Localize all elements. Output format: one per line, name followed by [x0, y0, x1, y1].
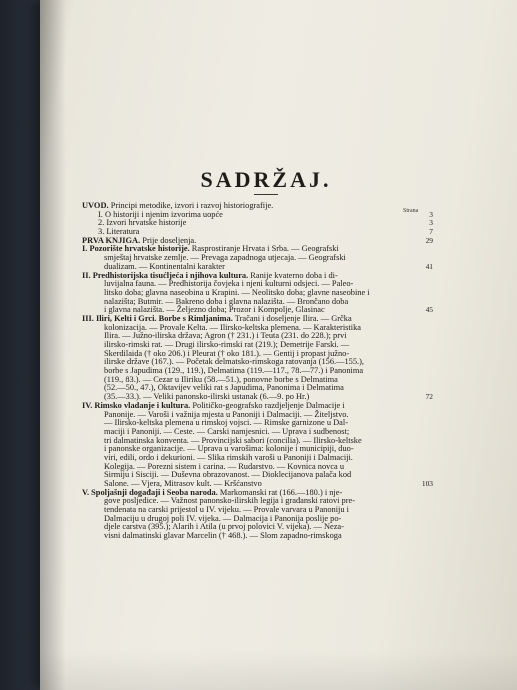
toc-page-number: 7	[429, 227, 433, 237]
toc-page-number: 41	[425, 261, 433, 271]
toc-entry-text: Kolegija. — Porezni sistem i carina. — Rudarstvo. — Kovnica novca u	[104, 461, 345, 471]
toc-entry-text: borbe s Japudima (129., 119.), Delmatima (119.—117., 78.—77.) i Panonima	[104, 366, 364, 376]
toc-entry-text: — Ilirsko-keltska plemena u rimskoj vojsci. — Rimske garnizone u Dal-	[104, 418, 348, 428]
toc-entry-text: ilirsko-rimski rat. — Drugi ilirsko-rimski rat (219.); Demetrije Farski. —	[104, 340, 350, 349]
toc-entry-text: tendenata na carski prijestol u IV. vijeku. — Provale varvara u Panoniju i	[104, 505, 349, 515]
toc-page-number: 103	[421, 479, 433, 488]
toc-entry-text: litsko doba; glavna naseobina u Krapini. — Neolitsko doba; glavne naseobine i	[104, 287, 370, 297]
toc-page-number: 3	[429, 218, 433, 228]
toc-entry-text: maciji i Panoniji. — Ceste. — Carski namjesnici. — Uprava i sudbenost;	[104, 426, 350, 436]
toc-page-number: 72	[425, 392, 433, 402]
toc-entry-text: ilirske države (167.). — Početak delmatsko-rimskoga ratovanja (156.—155.),	[104, 357, 365, 367]
toc-entry-text: kolonizacija. — Provale Kelta. — Ilirsko-keltska plemena. — Karakteristika	[104, 322, 361, 332]
toc-entry-text: tri dalmatinska konventa. — Provincijski sabori (concilia). — Ilirsko-keltske	[104, 435, 362, 445]
toc-entry-text: viri, edili, ordo i dekurioni. — Slika rimskih varoši u Panoniji i Dalmaciji.	[104, 452, 353, 462]
toc-entry-text: djele carstva (395.); Alarih i Atila (u prvoj polovici V. vijeka). — Neza-	[104, 522, 344, 532]
toc-entry-text: 3. Literatura	[98, 227, 140, 237]
toc-entry-text: i glavna nalazišta. — Željezno doba; Prozor i Kompolje, Glasinac	[104, 305, 325, 315]
toc-entry-text: (35.—33.). — Veliki panonsko-ilirski ustanak (6.—9. po Hr.)	[104, 392, 310, 402]
page-title: SADRŽAJ.	[200, 167, 332, 192]
toc-entry-text: PRVA KNJIGA. Prije doseljenja.	[82, 235, 197, 245]
toc-entry-text: smještaj hrvatske zemlje. — Prevaga zapadnoga utjecaja. — Geografski	[104, 253, 346, 263]
toc-entry-text: 2. Izvori hrvatske historije	[98, 218, 187, 228]
title-divider	[254, 194, 278, 195]
toc-entry-text: Salone. — Vjera, Mitrasov kult. — Kršćanstvo	[104, 479, 262, 488]
toc-entry-text: I. Pozorište hrvatske historije. Rasprostiranje Hrvata i Srba. — Geografski	[82, 244, 339, 254]
toc-page-number: 3	[429, 209, 433, 219]
toc-entry-text: IV. Rimsko vladanje i kultura. Političko-geografsko razdjeljenje Dalmacije i	[82, 400, 345, 410]
toc-entry-text: UVOD. Principi metodike, izvori i razvoj historiografije.	[82, 201, 274, 210]
toc-entry-text: Panonije. — Varoši i važnija mjesta u Panoniji i Dalmaciji. — Žiteljstvo.	[104, 409, 349, 419]
toc-entry-text: V. Spoljašnji događaji i Seoba naroda. Markomanski rat (166.—180.) i nje-	[82, 487, 343, 497]
toc-page-number: 29	[425, 235, 433, 245]
toc-entry-text: Skerdilaida († oko 206.) i Pleurat († oko 181.). — Gentij i propast južno-	[104, 348, 350, 358]
toc-entry-text: (52.—50., 47.), Oktavijev veliki rat s Japudima, Panonima i Delmatima	[104, 383, 344, 393]
toc-entry	[82, 532, 432, 541]
toc-entry-text: Sirmiju i Sisciji. — Duševna obrazovanost. — Dioklecijanova palača kod	[104, 470, 352, 480]
page-shadow	[40, 650, 517, 690]
toc-entry-text: Dalmaciju u drugoj poli IV. vijeka. — Dalmacija i Panonija poslije po-	[104, 513, 342, 523]
toc-entry-text: III. Iliri, Kelti i Grci. Borbe s Rimljanima. Tračani i doseljenje Ilira. — Grčka	[82, 313, 352, 323]
toc-entry-text: i panonske organizacije. — Uprava u varošima: kolonije i municipiji, duo-	[104, 444, 354, 454]
toc-entry-text: dualizam. — Kontinentalni karakter	[104, 261, 225, 271]
toc-page-number: 45	[425, 305, 433, 315]
toc-entry-text: I. O historiji i njenim izvorima uopće	[98, 209, 223, 219]
toc-entry-text: gove posljedice. — Važnost panonsko-ilirskih legija i građanski ratovi pre-	[104, 496, 356, 506]
toc-entry-text: luvijalna fauna. — Predhistorija čovjeka i njeni kulturni odsjeci. — Paleo-	[104, 279, 354, 289]
toc-entry-text: nalazišta; Butmir. — Bakreno doba i glavna nalazišta. — Brončano doba	[104, 296, 349, 306]
toc-entry-text: Ilira. — Južno-ilirska država; Agron († 231.) i Teuta (231. do 228.); prvi	[104, 331, 347, 341]
toc-entry-text: (119., 83.). — Cezar u Iliriku (58.—51.), ponovne borbe s Delmatima	[104, 374, 338, 384]
table-of-contents	[82, 202, 432, 541]
toc-entry-text: visni dalmatinski glavar Marcelin († 468.). — Slom zapadno-rimskoga	[104, 531, 342, 541]
toc-entry-text: II. Predhistorijska tisućljeća i njihova kultura. Ranije kvaterno doba i di-	[82, 270, 338, 280]
page-column-label: Strana	[403, 208, 419, 214]
